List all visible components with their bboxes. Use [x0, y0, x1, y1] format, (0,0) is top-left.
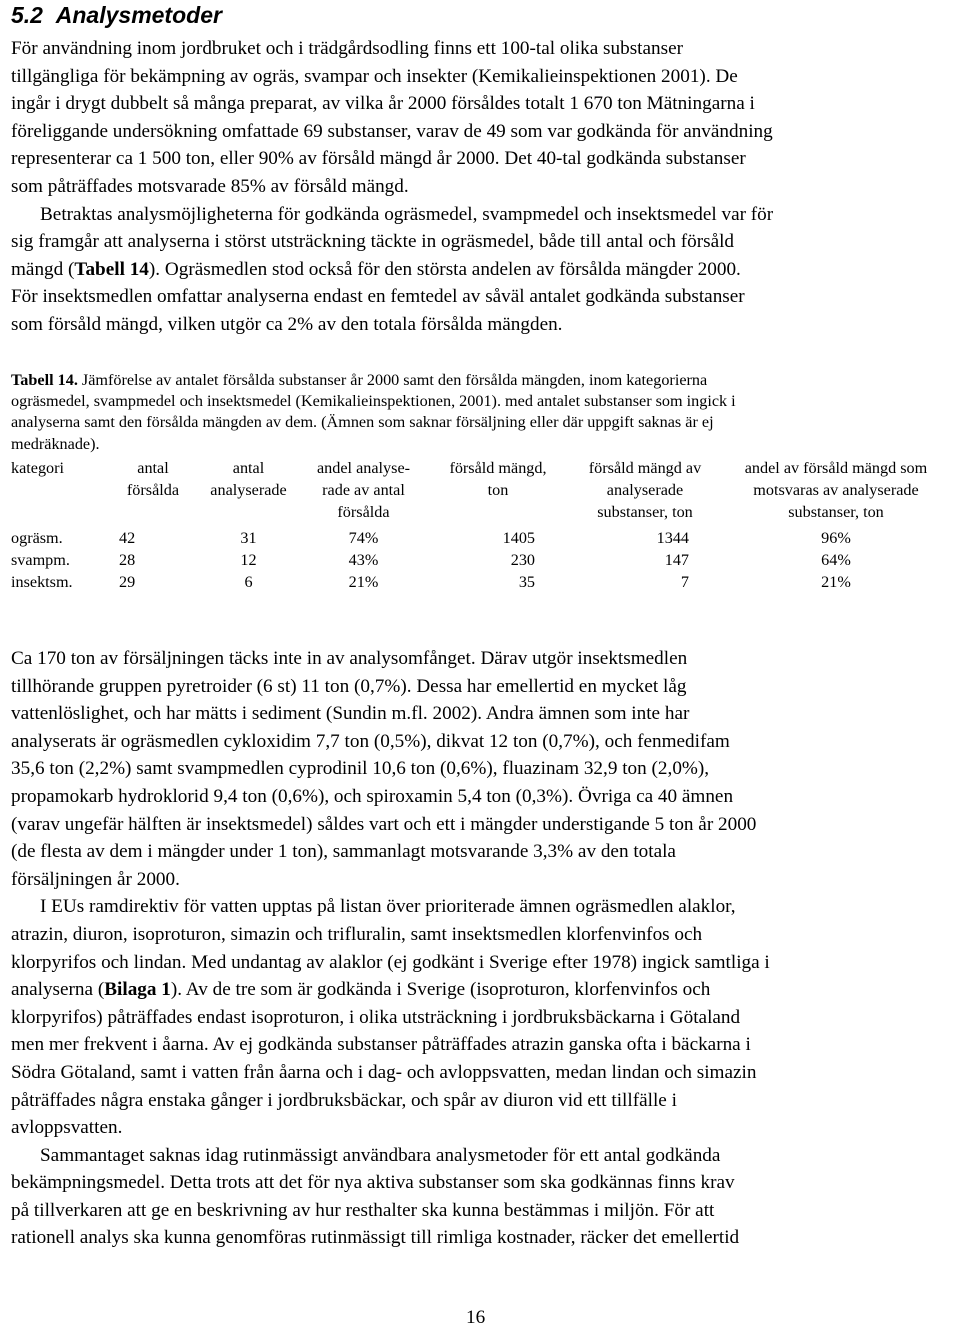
paragraph3-line: vattenlöslighet, och har mätts i sediment (Sundin m.fl. 2002). Andra ämnen som inte har — [11, 703, 690, 725]
paragraph4-line: klorpyrifos) påträffades endast isoproturon, i olika utsträckning i jordbruksbäckarna i Götaland — [11, 1006, 741, 1028]
paragraph5-line: bekämpningsmedel. Detta trots att det för nya aktiva substanser som ska godkännas finns krav — [11, 1172, 735, 1194]
header-andel-analyserade: andel analyse- — [316, 459, 411, 477]
cell-antal-analyserade: 31 — [240, 529, 257, 547]
paragraph4-line: Södra Götaland, samt i vatten från åarna och i dag- och avloppsvatten, medan lindan och simazin — [11, 1061, 757, 1083]
paragraph3-line: försäljningen år 2000. — [11, 868, 180, 890]
table-row — [11, 549, 950, 571]
paragraph4-text: analyserna ( — [11, 979, 105, 1001]
paragraph3-line: analyserats är ogräsmedlen cykloxidim 7,7 ton (0,5%), dikvat 12 ton (0,7%), och fenmedifam — [11, 730, 730, 752]
table-row — [11, 527, 950, 549]
paragraph3-line: propamokarb hydroklorid 9,4 ton (0,6%), och spiroxamin 5,4 ton (0,3%). Övriga ca 40 ämnen — [11, 785, 734, 807]
paragraph3-line: Ca 170 ton av försäljningen täcks inte in av analysomfånget. Därav utgör insektsmedlen — [11, 648, 688, 669]
header-cell: försålda — [337, 503, 390, 521]
paragraph3-line: (varav ungefär hälften är insektsmedel) såldes vart och ett i mängder understigande 5 ton år 2000 — [11, 813, 757, 835]
header-cell: motsvaras av analyserade — [753, 481, 919, 499]
paragraph2-text: mängd ( — [11, 258, 75, 280]
caption-line: analyserna samt den försålda mängden av dem. (Ämnen som saknar försäljning eller där uppgift saknas är ej — [11, 413, 714, 432]
paragraph3-line: (de flesta av dem i mängder under 1 ton), sammanlagt motsvarande 3,3% av den totala — [11, 841, 676, 863]
cell-antal-analyserade: 12 — [240, 551, 257, 569]
paragraph2-line: sig framgår att analyserna i störst utsträckning täckte in ogräsmedel, både till antal och försåld — [11, 231, 735, 253]
cell-mangd-analyserade: 147 — [664, 551, 689, 569]
cell-forsald-mangd: 35 — [518, 573, 535, 591]
caption-text: Jämförelse av antalet försålda substanser år 2000 samt den försålda mängden, inom kategorierna — [77, 371, 708, 389]
header-cell: substanser, ton — [788, 503, 884, 521]
paragraph1-line: som påträffades motsvarade 85% av försåld mängd. — [11, 175, 409, 197]
paragraph5-line: på tillverkaren att ge en beskrivning av hur resthalter ska kunna bestämmas i miljön. För att — [11, 1199, 715, 1221]
header-cell — [428, 501, 568, 527]
table-header-row — [11, 479, 950, 501]
paragraph1-line: För användning inom jordbruket och i trädgårdsodling finns ett 100-tal olika substanser — [11, 38, 683, 59]
paragraph4-line: atrazin, diuron, isoproturon, simazin och trifluralin, samt insektsmedlen klorfenvinfos och — [11, 923, 703, 945]
paragraph4-text: ). Av de tre som är godkända i Sverige (isoproturon, klorfenvinfos och — [170, 979, 711, 1001]
paragraph5-line: Sammantaget saknas idag rutinmässigt användbara analysmetoder för ett antal godkända — [40, 1144, 721, 1166]
paragraph4-line — [11, 976, 956, 1004]
caption-line: ogräsmedel, svampmedel och insektsmedel (Kemikalieinspektionen, 2001). med antalet substanser som ingick i — [11, 392, 736, 411]
header-forsald-mangd: försåld mängd, — [449, 459, 547, 477]
header-cell: substanser, ton — [597, 503, 693, 521]
paragraph1-line: ingår i drygt dubbelt så många preparat, av vilka år 2000 försåldes totalt 1 670 ton Mätningarna i — [11, 93, 755, 115]
cell-forsald-mangd: 1405 — [502, 529, 535, 547]
caption-line: medräknade). — [11, 434, 100, 453]
paragraph4-line: avloppsvatten. — [11, 1117, 123, 1139]
header-cell — [11, 501, 108, 527]
table-reference: Tabell 14 — [74, 258, 149, 280]
cell-mangd-analyserade: 1344 — [656, 529, 689, 547]
cell-andel-mangd: 21% — [821, 573, 851, 591]
paragraph2-line: som försåld mängd, vilken utgör ca 2% av den totala försålda mängden. — [11, 313, 563, 335]
paragraph4-line: påträffades några enstaka gånger i jordbruksbäckar, och spår av diuron vid ett tillfälle i — [11, 1089, 677, 1111]
cell-antal-forsalda: 29 — [119, 573, 136, 591]
comparison-table — [11, 457, 950, 593]
header-cell — [11, 479, 108, 501]
cell-forsald-mangd: 230 — [510, 551, 535, 569]
body-text-top — [11, 35, 956, 339]
paragraph5-line: rationell analys ska kunna genomföras rutinmässigt till rimliga kostnader, räcker det emellertid — [11, 1227, 740, 1249]
cell-antal-forsalda: 28 — [119, 551, 136, 569]
table-caption — [11, 370, 956, 455]
table-row — [11, 571, 950, 593]
paragraph3-line: 35,6 ton (2,2%) samt svampmedlen cyprodinil 10,6 ton (0,6%), fluazinam 32,9 ton (2,0%), — [11, 758, 710, 780]
paragraph1-line: tillgängliga för bekämpning av ogräs, svampar och insekter (Kemikalieinspektionen 2001). De — [11, 65, 738, 87]
header-antal-forsalda: antal — [137, 459, 169, 477]
header-andel-forsald-mangd: andel av försåld mängd som — [744, 459, 928, 477]
cell-category: ogräsm. — [11, 529, 63, 547]
table-header-row — [11, 501, 950, 527]
section-number: 5.2 — [11, 2, 43, 28]
paragraph1-line: representerar ca 1 500 ton, eller 90% av försåld mängd år 2000. Det 40-tal godkända substanser — [11, 148, 746, 170]
cell-category: svampm. — [11, 551, 70, 569]
cell-andel: 21% — [348, 573, 379, 591]
paragraph2-line: För insektsmedlen omfattar analyserna endast en femtedel av såväl antalet godkända substanser — [11, 286, 745, 308]
paragraph2-text: ). Ogräsmedlen stod också för den största andelen av försålda mängder 2000. — [148, 258, 741, 280]
header-forsald-mangd-analyserade: försåld mängd av — [588, 459, 702, 477]
section-title: Analysmetoder — [55, 2, 222, 28]
body-text-bottom — [11, 645, 956, 1252]
cell-andel: 74% — [348, 529, 379, 547]
caption-line — [11, 370, 956, 391]
cell-andel-mangd: 64% — [821, 551, 851, 569]
header-antal-analyserade: antal — [232, 459, 265, 477]
caption-label: Tabell 14. — [11, 371, 78, 389]
paragraph2-line: Betraktas analysmöjligheterna för godkända ogräsmedel, svampmedel och insektsmedel var för — [40, 203, 774, 225]
section-heading — [11, 1, 222, 29]
paragraph1-line: föreliggande undersökning omfattade 69 substanser, varav de 49 som var godkända för användning — [11, 120, 773, 142]
paragraph3-line: tillhörande gruppen pyretroider (6 st) 11 ton (0,7%). Dessa har emellertid en mycket låg — [11, 675, 687, 697]
paragraph4-line: men mer frekvent i åarna. Av ej godkända substanser påträffades atrazin ganska ofta i bäckarna i — [11, 1034, 751, 1056]
header-cell — [108, 501, 198, 527]
header-cell: rade av antal — [322, 481, 405, 499]
cell-andel: 43% — [348, 551, 379, 569]
cell-mangd-analyserade: 7 — [680, 573, 689, 591]
appendix-reference: Bilaga 1 — [104, 979, 171, 1001]
paragraph2-line — [11, 256, 956, 284]
header-cell: försålda — [126, 481, 180, 499]
header-cell — [198, 501, 299, 527]
page-number: 16 — [466, 1307, 486, 1328]
cell-category: insektsm. — [11, 573, 73, 591]
table-header-row — [11, 457, 950, 479]
header-cell: analyserade — [210, 481, 287, 499]
cell-antal-analyserade: 6 — [244, 573, 253, 591]
cell-antal-forsalda: 42 — [119, 529, 136, 547]
header-cell: ton — [487, 481, 509, 499]
header-cell: analyserade — [606, 481, 684, 499]
paragraph4-line: I EUs ramdirektiv för vatten upptas på listan över prioriterade ämnen ogräsmedlen alaklor, — [40, 896, 736, 918]
cell-andel-mangd: 96% — [821, 529, 851, 547]
paragraph4-line: klorpyrifos och lindan. Med undantag av alaklor (ej godkänt i Sverige efter 1978) ingick samtliga i — [11, 951, 770, 973]
header-kategori: kategori — [11, 459, 65, 477]
